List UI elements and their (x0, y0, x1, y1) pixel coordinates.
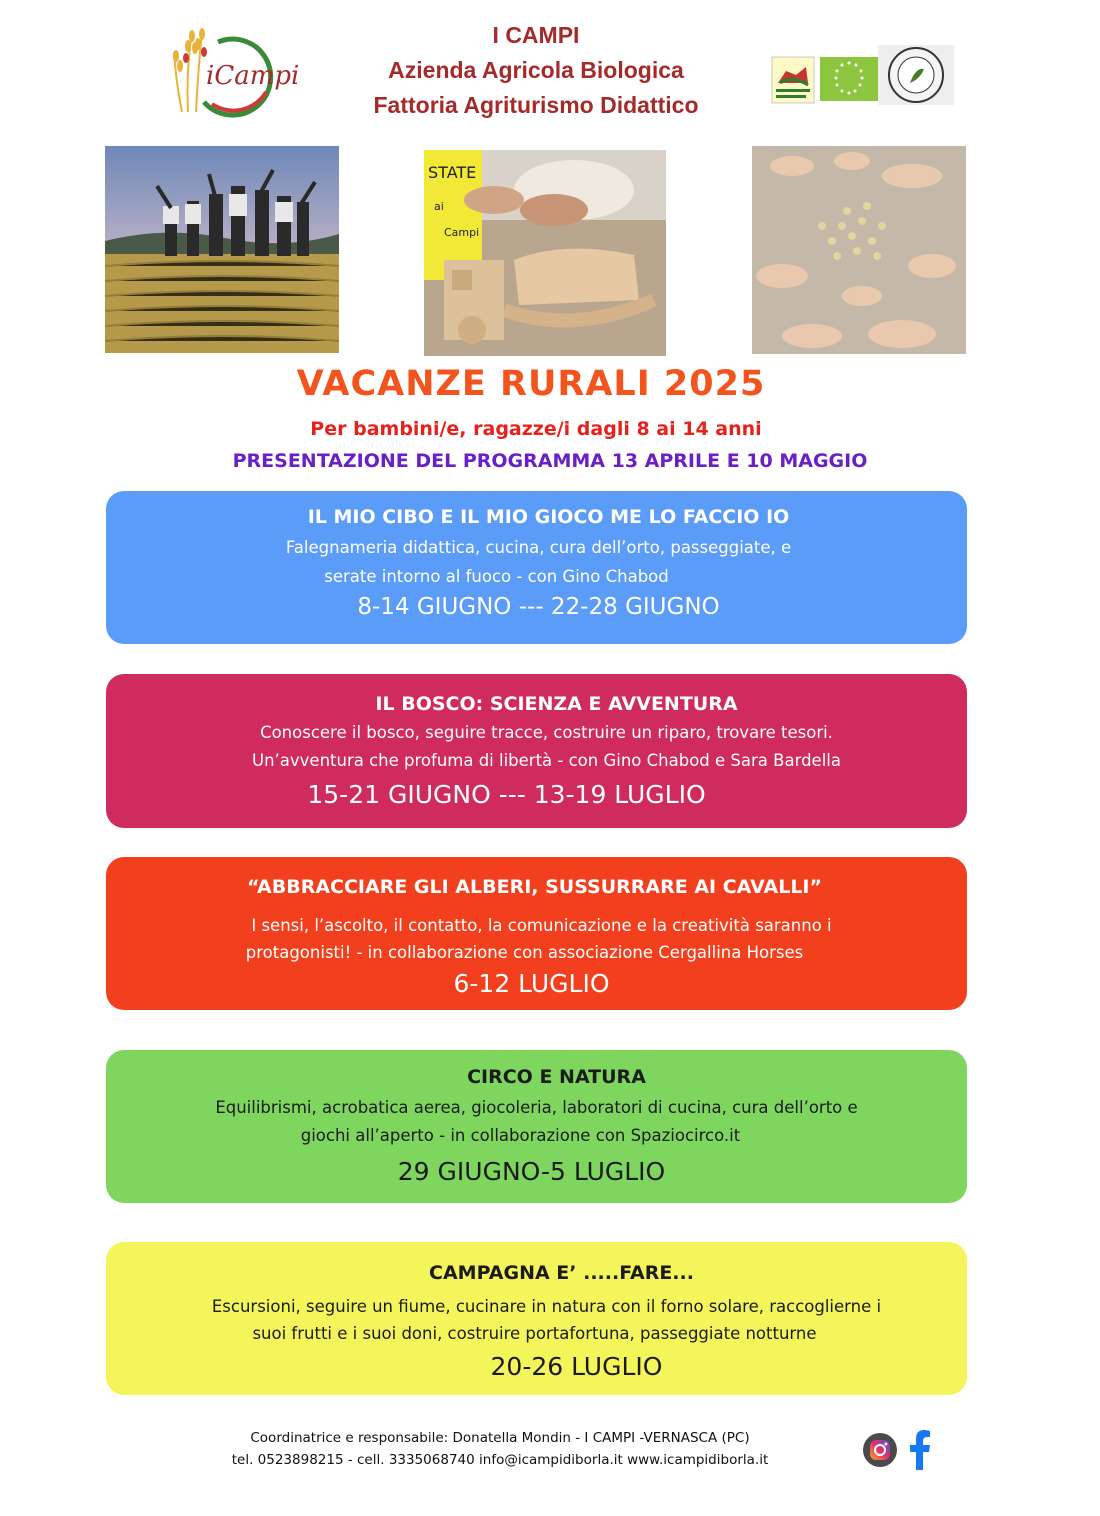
activity-title: CIRCO E NATURA (467, 1066, 646, 1088)
sign-text-3: Campi (444, 226, 480, 239)
activity-dates: 20-26 LUGLIO (490, 1352, 663, 1381)
activity-dates: 8-14 GIUGNO --- 22-28 GIUGNO (357, 594, 720, 620)
activity-description-line2: Un’avventura che profuma di libertà - con Gino Chabod e Sara Bardella (252, 751, 841, 770)
farm-subtitle-1: Azienda Agricola Biologica (388, 57, 684, 83)
activity-description-line1: Falegnameria didattica, cucina, cura dell’orto, passeggiate, e (285, 538, 792, 557)
activity-card-bosco (106, 674, 967, 828)
presentation-dates: PRESENTAZIONE DEL PROGRAMMA 13 APRILE E 10 MAGGIO (232, 450, 868, 472)
footer-coordinator: Coordinatrice e responsabile: Donatella Mondin - I CAMPI -VERNASCA (PC) (250, 1430, 750, 1446)
farm-name: I CAMPI (492, 22, 580, 48)
activity-card-circo-natura (106, 1050, 967, 1203)
activity-description-line1: I sensi, l’ascolto, il contatto, la comunicazione e la creatività saranno i (251, 916, 832, 935)
contadini-resistenti-badge (878, 45, 954, 105)
activity-dates: 15-21 GIUGNO --- 13-19 LUGLIO (307, 780, 706, 809)
activity-title: IL BOSCO: SCIENZA E AVVENTURA (375, 693, 738, 715)
age-subtitle: Per bambini/e, ragazze/i dagli 8 ai 14 anni (310, 418, 762, 440)
fattoria-didattica-badge (772, 57, 814, 103)
photo-wooden-toys (424, 150, 666, 356)
activity-dates: 29 GIUGNO-5 LUGLIO (397, 1157, 666, 1186)
activity-description-line2: suoi frutti e i suoi doni, costruire portafortuna, passeggiate notturne (252, 1324, 817, 1343)
facebook-icon[interactable] (905, 1426, 935, 1470)
activity-description-line1: Conoscere il bosco, seguire tracce, costruire un riparo, trovare tesori. (260, 723, 833, 742)
main-title: VACANZE RURALI 2025 (296, 364, 766, 404)
farm-subtitle-2: Fattoria Agriturismo Didattico (373, 92, 699, 118)
sign-text-1: STATE (428, 163, 477, 182)
activity-card-alberi-cavalli (106, 857, 967, 1010)
sign-text-2: ai (434, 200, 444, 213)
activity-title: IL MIO CIBO E IL MIO GIOCO ME LO FACCIO IO (307, 506, 790, 528)
activity-description-line1: Escursioni, seguire un fiume, cucinare in natura con il forno solare, raccoglierne i (211, 1297, 882, 1316)
activity-description-line2: protagonisti! - in collaborazione con associazione Cergallina Horses (245, 943, 804, 962)
activity-dates: 6-12 LUGLIO (453, 969, 610, 998)
photo-children-on-hay-bale (105, 146, 339, 353)
certification-badges (770, 45, 954, 105)
photo-hands-making-pasta (752, 146, 966, 354)
activity-card-cibo-gioco (106, 491, 967, 644)
activity-description-line1: Equilibrismi, acrobatica aerea, giocoleria, laboratori di cucina, cura dell’orto e (215, 1098, 858, 1117)
logo-text: iCampi (206, 61, 300, 91)
activity-card-campagna (106, 1242, 967, 1395)
instagram-icon[interactable] (862, 1432, 898, 1468)
footer-contacts[interactable]: tel. 0523898215 - cell. 3335068740 info@icampidiborla.it www.icampidiborla.it (231, 1452, 769, 1468)
eu-organic-leaf-icon (820, 57, 878, 101)
activity-description-line2: serate intorno al fuoco - con Gino Chabod (324, 567, 669, 586)
activity-title: CAMPAGNA E’ .....FARE... (429, 1262, 694, 1284)
activity-description-line2: giochi all’aperto - in collaborazione con Spaziocirco.it (300, 1126, 741, 1145)
activity-title: “ABBRACCIARE GLI ALBERI, SUSSURRARE AI CAVALLI” (246, 876, 822, 898)
